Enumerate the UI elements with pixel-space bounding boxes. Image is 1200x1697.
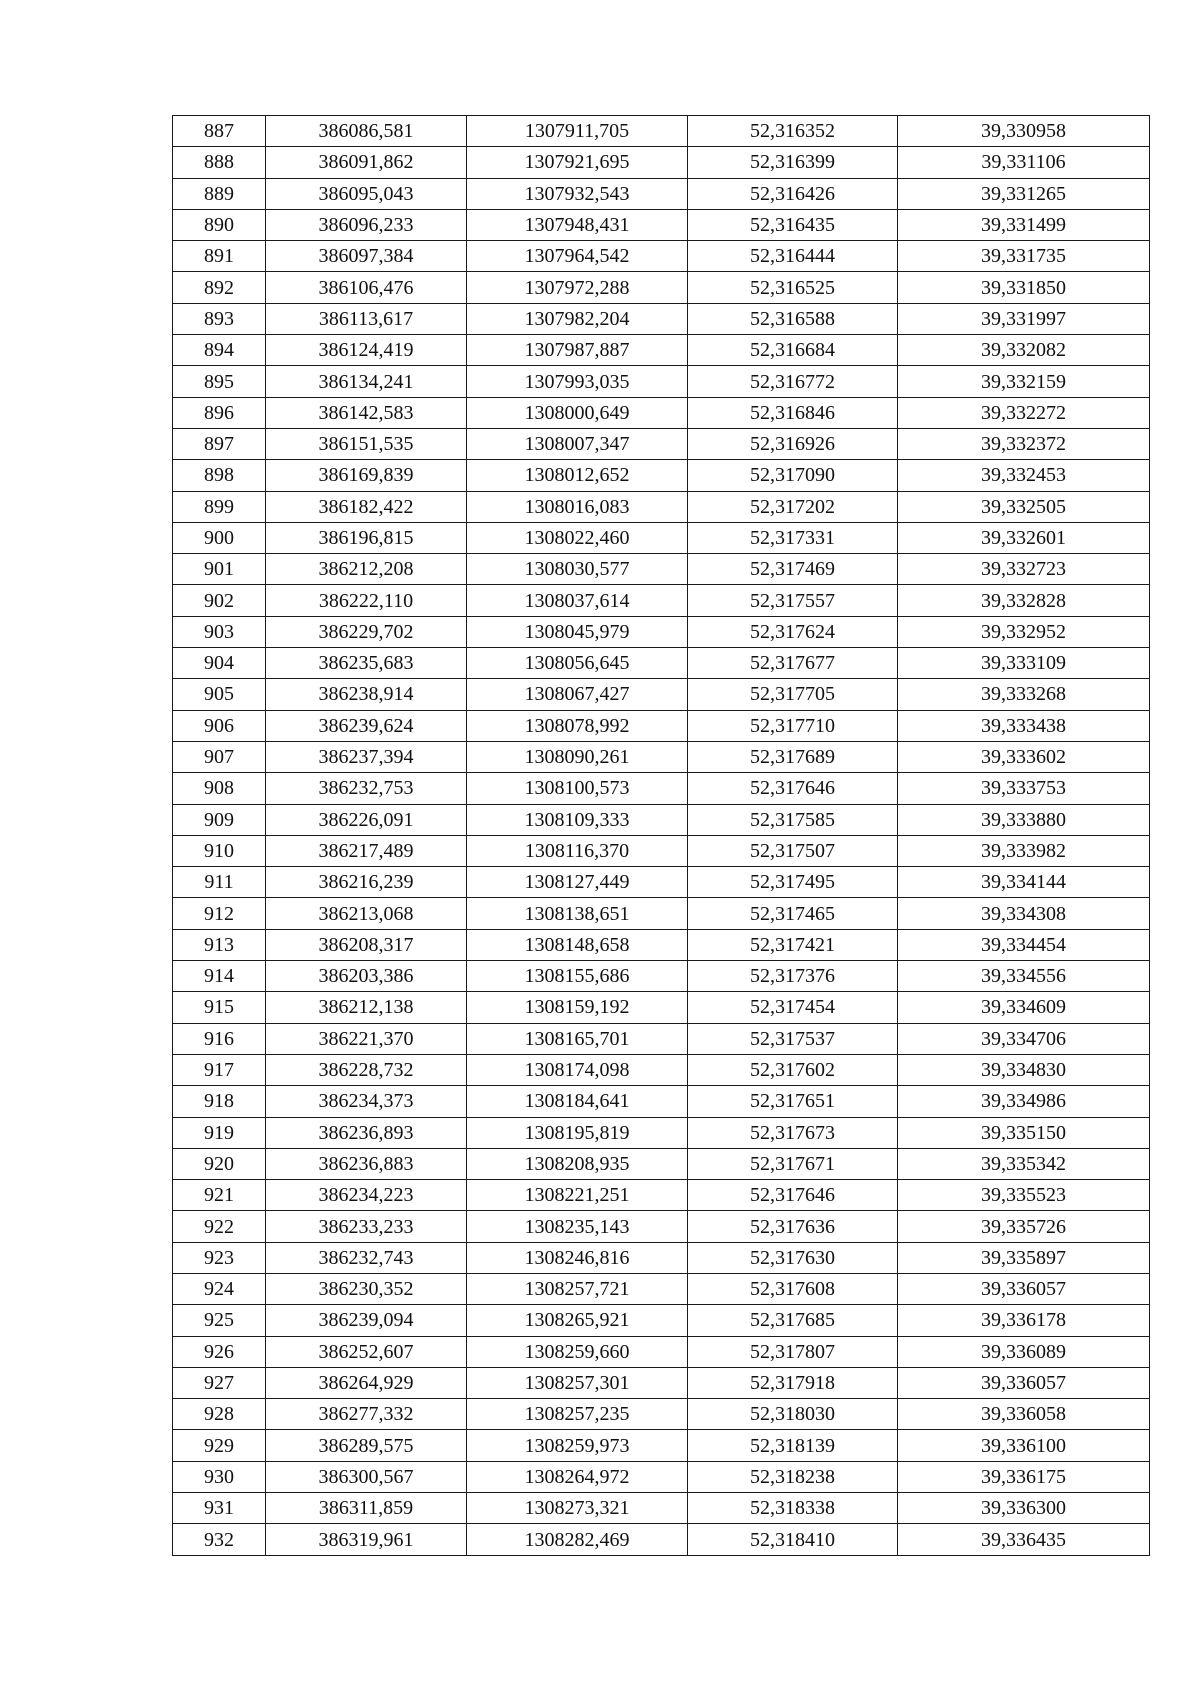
point-number-cell: 924 <box>173 1273 266 1304</box>
x-coordinate-cell: 386095,043 <box>266 178 467 209</box>
x-coordinate-cell: 386182,422 <box>266 491 467 522</box>
y-coordinate-cell: 1308282,469 <box>467 1524 688 1555</box>
latitude-cell: 52,317646 <box>688 1180 898 1211</box>
table-row <box>173 272 1150 303</box>
x-coordinate-cell: 386239,094 <box>266 1305 467 1336</box>
y-coordinate-cell: 1308067,427 <box>467 679 688 710</box>
table-row <box>173 1054 1150 1085</box>
table-row <box>173 303 1150 334</box>
y-coordinate-cell: 1308159,192 <box>467 992 688 1023</box>
table-row <box>173 116 1150 147</box>
y-coordinate-cell: 1308246,816 <box>467 1242 688 1273</box>
latitude-cell: 52,318238 <box>688 1461 898 1492</box>
point-number-cell: 920 <box>173 1148 266 1179</box>
point-number-cell: 931 <box>173 1493 266 1524</box>
latitude-cell: 52,317673 <box>688 1117 898 1148</box>
x-coordinate-cell: 386203,386 <box>266 961 467 992</box>
x-coordinate-cell: 386252,607 <box>266 1336 467 1367</box>
x-coordinate-cell: 386232,743 <box>266 1242 467 1273</box>
x-coordinate-cell: 386213,068 <box>266 898 467 929</box>
point-number-cell: 921 <box>173 1180 266 1211</box>
longitude-cell: 39,334308 <box>898 898 1150 929</box>
x-coordinate-cell: 386237,394 <box>266 741 467 772</box>
latitude-cell: 52,317705 <box>688 679 898 710</box>
table-row <box>173 835 1150 866</box>
longitude-cell: 39,334609 <box>898 992 1150 1023</box>
longitude-cell: 39,331106 <box>898 147 1150 178</box>
longitude-cell: 39,334986 <box>898 1086 1150 1117</box>
table-row <box>173 1273 1150 1304</box>
point-number-cell: 909 <box>173 804 266 835</box>
longitude-cell: 39,331850 <box>898 272 1150 303</box>
y-coordinate-cell: 1308174,098 <box>467 1054 688 1085</box>
y-coordinate-cell: 1308100,573 <box>467 773 688 804</box>
x-coordinate-cell: 386212,138 <box>266 992 467 1023</box>
x-coordinate-cell: 386196,815 <box>266 522 467 553</box>
table-row <box>173 1524 1150 1555</box>
longitude-cell: 39,333602 <box>898 741 1150 772</box>
x-coordinate-cell: 386222,110 <box>266 585 467 616</box>
table-row <box>173 428 1150 459</box>
y-coordinate-cell: 1308037,614 <box>467 585 688 616</box>
y-coordinate-cell: 1308030,577 <box>467 554 688 585</box>
table-row <box>173 522 1150 553</box>
point-number-cell: 889 <box>173 178 266 209</box>
latitude-cell: 52,316435 <box>688 209 898 240</box>
y-coordinate-cell: 1308264,972 <box>467 1461 688 1492</box>
point-number-cell: 901 <box>173 554 266 585</box>
longitude-cell: 39,332505 <box>898 491 1150 522</box>
x-coordinate-cell: 386097,384 <box>266 241 467 272</box>
table-row <box>173 1399 1150 1430</box>
latitude-cell: 52,317376 <box>688 961 898 992</box>
y-coordinate-cell: 1308078,992 <box>467 710 688 741</box>
y-coordinate-cell: 1308155,686 <box>467 961 688 992</box>
latitude-cell: 52,316588 <box>688 303 898 334</box>
x-coordinate-cell: 386236,883 <box>266 1148 467 1179</box>
longitude-cell: 39,336100 <box>898 1430 1150 1461</box>
longitude-cell: 39,332723 <box>898 554 1150 585</box>
x-coordinate-cell: 386212,208 <box>266 554 467 585</box>
point-number-cell: 922 <box>173 1211 266 1242</box>
y-coordinate-cell: 1307921,695 <box>467 147 688 178</box>
y-coordinate-cell: 1308148,658 <box>467 929 688 960</box>
x-coordinate-cell: 386300,567 <box>266 1461 467 1492</box>
longitude-cell: 39,336300 <box>898 1493 1150 1524</box>
x-coordinate-cell: 386239,624 <box>266 710 467 741</box>
latitude-cell: 52,317807 <box>688 1336 898 1367</box>
x-coordinate-cell: 386264,929 <box>266 1367 467 1398</box>
latitude-cell: 52,317651 <box>688 1086 898 1117</box>
point-number-cell: 900 <box>173 522 266 553</box>
table-row <box>173 366 1150 397</box>
longitude-cell: 39,333982 <box>898 835 1150 866</box>
point-number-cell: 917 <box>173 1054 266 1085</box>
point-number-cell: 914 <box>173 961 266 992</box>
latitude-cell: 52,317557 <box>688 585 898 616</box>
point-number-cell: 906 <box>173 710 266 741</box>
y-coordinate-cell: 1308109,333 <box>467 804 688 835</box>
y-coordinate-cell: 1308007,347 <box>467 428 688 459</box>
longitude-cell: 39,332159 <box>898 366 1150 397</box>
y-coordinate-cell: 1307948,431 <box>467 209 688 240</box>
y-coordinate-cell: 1307932,543 <box>467 178 688 209</box>
latitude-cell: 52,316399 <box>688 147 898 178</box>
point-number-cell: 899 <box>173 491 266 522</box>
table-row <box>173 209 1150 240</box>
longitude-cell: 39,332082 <box>898 335 1150 366</box>
longitude-cell: 39,331499 <box>898 209 1150 240</box>
latitude-cell: 52,317630 <box>688 1242 898 1273</box>
latitude-cell: 52,317495 <box>688 867 898 898</box>
point-number-cell: 916 <box>173 1023 266 1054</box>
y-coordinate-cell: 1307982,204 <box>467 303 688 334</box>
x-coordinate-cell: 386236,893 <box>266 1117 467 1148</box>
x-coordinate-cell: 386234,373 <box>266 1086 467 1117</box>
table-row <box>173 460 1150 491</box>
longitude-cell: 39,334556 <box>898 961 1150 992</box>
point-number-cell: 927 <box>173 1367 266 1398</box>
point-number-cell: 908 <box>173 773 266 804</box>
longitude-cell: 39,336178 <box>898 1305 1150 1336</box>
y-coordinate-cell: 1308000,649 <box>467 397 688 428</box>
point-number-cell: 887 <box>173 116 266 147</box>
latitude-cell: 52,317636 <box>688 1211 898 1242</box>
latitude-cell: 52,317465 <box>688 898 898 929</box>
point-number-cell: 910 <box>173 835 266 866</box>
x-coordinate-cell: 386217,489 <box>266 835 467 866</box>
table-row <box>173 804 1150 835</box>
longitude-cell: 39,333109 <box>898 648 1150 679</box>
latitude-cell: 52,317454 <box>688 992 898 1023</box>
table-row <box>173 585 1150 616</box>
longitude-cell: 39,334830 <box>898 1054 1150 1085</box>
point-number-cell: 925 <box>173 1305 266 1336</box>
x-coordinate-cell: 386229,702 <box>266 616 467 647</box>
longitude-cell: 39,335150 <box>898 1117 1150 1148</box>
longitude-cell: 39,332952 <box>898 616 1150 647</box>
y-coordinate-cell: 1308265,921 <box>467 1305 688 1336</box>
latitude-cell: 52,317537 <box>688 1023 898 1054</box>
latitude-cell: 52,318410 <box>688 1524 898 1555</box>
table-row <box>173 1117 1150 1148</box>
y-coordinate-cell: 1307964,542 <box>467 241 688 272</box>
y-coordinate-cell: 1308257,721 <box>467 1273 688 1304</box>
coordinates-table-body <box>173 116 1150 1556</box>
point-number-cell: 911 <box>173 867 266 898</box>
y-coordinate-cell: 1307972,288 <box>467 272 688 303</box>
latitude-cell: 52,317608 <box>688 1273 898 1304</box>
x-coordinate-cell: 386216,239 <box>266 867 467 898</box>
latitude-cell: 52,316525 <box>688 272 898 303</box>
latitude-cell: 52,317331 <box>688 522 898 553</box>
longitude-cell: 39,335726 <box>898 1211 1150 1242</box>
x-coordinate-cell: 386232,753 <box>266 773 467 804</box>
latitude-cell: 52,317710 <box>688 710 898 741</box>
point-number-cell: 912 <box>173 898 266 929</box>
point-number-cell: 930 <box>173 1461 266 1492</box>
y-coordinate-cell: 1308208,935 <box>467 1148 688 1179</box>
x-coordinate-cell: 386151,535 <box>266 428 467 459</box>
y-coordinate-cell: 1307911,705 <box>467 116 688 147</box>
table-row <box>173 491 1150 522</box>
longitude-cell: 39,335342 <box>898 1148 1150 1179</box>
table-row <box>173 241 1150 272</box>
x-coordinate-cell: 386208,317 <box>266 929 467 960</box>
table-row <box>173 616 1150 647</box>
latitude-cell: 52,317202 <box>688 491 898 522</box>
y-coordinate-cell: 1307987,887 <box>467 335 688 366</box>
x-coordinate-cell: 386238,914 <box>266 679 467 710</box>
table-row <box>173 867 1150 898</box>
latitude-cell: 52,316444 <box>688 241 898 272</box>
latitude-cell: 52,316352 <box>688 116 898 147</box>
point-number-cell: 893 <box>173 303 266 334</box>
point-number-cell: 904 <box>173 648 266 679</box>
latitude-cell: 52,317090 <box>688 460 898 491</box>
latitude-cell: 52,317602 <box>688 1054 898 1085</box>
point-number-cell: 891 <box>173 241 266 272</box>
latitude-cell: 52,318338 <box>688 1493 898 1524</box>
table-row <box>173 648 1150 679</box>
latitude-cell: 52,317507 <box>688 835 898 866</box>
point-number-cell: 898 <box>173 460 266 491</box>
y-coordinate-cell: 1308116,370 <box>467 835 688 866</box>
latitude-cell: 52,317689 <box>688 741 898 772</box>
y-coordinate-cell: 1308022,460 <box>467 522 688 553</box>
x-coordinate-cell: 386142,583 <box>266 397 467 428</box>
x-coordinate-cell: 386106,476 <box>266 272 467 303</box>
longitude-cell: 39,332372 <box>898 428 1150 459</box>
x-coordinate-cell: 386277,332 <box>266 1399 467 1430</box>
point-number-cell: 905 <box>173 679 266 710</box>
longitude-cell: 39,333753 <box>898 773 1150 804</box>
longitude-cell: 39,336089 <box>898 1336 1150 1367</box>
x-coordinate-cell: 386124,419 <box>266 335 467 366</box>
longitude-cell: 39,333438 <box>898 710 1150 741</box>
table-row <box>173 1461 1150 1492</box>
point-number-cell: 907 <box>173 741 266 772</box>
point-number-cell: 915 <box>173 992 266 1023</box>
latitude-cell: 52,317585 <box>688 804 898 835</box>
table-row <box>173 710 1150 741</box>
table-row <box>173 1086 1150 1117</box>
y-coordinate-cell: 1308259,973 <box>467 1430 688 1461</box>
table-row <box>173 147 1150 178</box>
y-coordinate-cell: 1308273,321 <box>467 1493 688 1524</box>
longitude-cell: 39,331735 <box>898 241 1150 272</box>
table-row <box>173 1336 1150 1367</box>
point-number-cell: 894 <box>173 335 266 366</box>
table-row <box>173 929 1150 960</box>
x-coordinate-cell: 386235,683 <box>266 648 467 679</box>
latitude-cell: 52,317685 <box>688 1305 898 1336</box>
x-coordinate-cell: 386134,241 <box>266 366 467 397</box>
point-number-cell: 888 <box>173 147 266 178</box>
y-coordinate-cell: 1308257,235 <box>467 1399 688 1430</box>
latitude-cell: 52,316846 <box>688 397 898 428</box>
y-coordinate-cell: 1308257,301 <box>467 1367 688 1398</box>
longitude-cell: 39,330958 <box>898 116 1150 147</box>
table-row <box>173 1023 1150 1054</box>
coordinates-table <box>172 115 1150 1556</box>
point-number-cell: 892 <box>173 272 266 303</box>
table-row <box>173 1305 1150 1336</box>
latitude-cell: 52,316926 <box>688 428 898 459</box>
longitude-cell: 39,332828 <box>898 585 1150 616</box>
latitude-cell: 52,318139 <box>688 1430 898 1461</box>
longitude-cell: 39,334706 <box>898 1023 1150 1054</box>
y-coordinate-cell: 1308016,083 <box>467 491 688 522</box>
y-coordinate-cell: 1308127,449 <box>467 867 688 898</box>
x-coordinate-cell: 386096,233 <box>266 209 467 240</box>
y-coordinate-cell: 1308235,143 <box>467 1211 688 1242</box>
longitude-cell: 39,336057 <box>898 1273 1150 1304</box>
latitude-cell: 52,317469 <box>688 554 898 585</box>
x-coordinate-cell: 386091,862 <box>266 147 467 178</box>
longitude-cell: 39,331265 <box>898 178 1150 209</box>
latitude-cell: 52,317671 <box>688 1148 898 1179</box>
x-coordinate-cell: 386234,223 <box>266 1180 467 1211</box>
table-row <box>173 773 1150 804</box>
y-coordinate-cell: 1308184,641 <box>467 1086 688 1117</box>
table-row <box>173 1430 1150 1461</box>
table-row <box>173 741 1150 772</box>
x-coordinate-cell: 386226,091 <box>266 804 467 835</box>
x-coordinate-cell: 386221,370 <box>266 1023 467 1054</box>
table-row <box>173 1211 1150 1242</box>
x-coordinate-cell: 386086,581 <box>266 116 467 147</box>
table-row <box>173 1148 1150 1179</box>
table-row <box>173 679 1150 710</box>
table-row <box>173 397 1150 428</box>
longitude-cell: 39,333880 <box>898 804 1150 835</box>
table-row <box>173 554 1150 585</box>
longitude-cell: 39,335523 <box>898 1180 1150 1211</box>
y-coordinate-cell: 1308012,652 <box>467 460 688 491</box>
y-coordinate-cell: 1308045,979 <box>467 616 688 647</box>
longitude-cell: 39,331997 <box>898 303 1150 334</box>
y-coordinate-cell: 1308259,660 <box>467 1336 688 1367</box>
point-number-cell: 932 <box>173 1524 266 1555</box>
latitude-cell: 52,317677 <box>688 648 898 679</box>
point-number-cell: 919 <box>173 1117 266 1148</box>
table-row <box>173 898 1150 929</box>
longitude-cell: 39,335897 <box>898 1242 1150 1273</box>
y-coordinate-cell: 1308165,701 <box>467 1023 688 1054</box>
point-number-cell: 923 <box>173 1242 266 1273</box>
longitude-cell: 39,332453 <box>898 460 1150 491</box>
longitude-cell: 39,336175 <box>898 1461 1150 1492</box>
longitude-cell: 39,336057 <box>898 1367 1150 1398</box>
latitude-cell: 52,318030 <box>688 1399 898 1430</box>
point-number-cell: 903 <box>173 616 266 647</box>
y-coordinate-cell: 1308195,819 <box>467 1117 688 1148</box>
x-coordinate-cell: 386311,859 <box>266 1493 467 1524</box>
x-coordinate-cell: 386113,617 <box>266 303 467 334</box>
latitude-cell: 52,316426 <box>688 178 898 209</box>
x-coordinate-cell: 386169,839 <box>266 460 467 491</box>
y-coordinate-cell: 1308056,645 <box>467 648 688 679</box>
y-coordinate-cell: 1307993,035 <box>467 366 688 397</box>
y-coordinate-cell: 1308221,251 <box>467 1180 688 1211</box>
y-coordinate-cell: 1308138,651 <box>467 898 688 929</box>
longitude-cell: 39,334454 <box>898 929 1150 960</box>
table-row <box>173 1367 1150 1398</box>
longitude-cell: 39,334144 <box>898 867 1150 898</box>
point-number-cell: 929 <box>173 1430 266 1461</box>
table-row <box>173 1242 1150 1273</box>
latitude-cell: 52,317918 <box>688 1367 898 1398</box>
latitude-cell: 52,317624 <box>688 616 898 647</box>
x-coordinate-cell: 386230,352 <box>266 1273 467 1304</box>
y-coordinate-cell: 1308090,261 <box>467 741 688 772</box>
longitude-cell: 39,332272 <box>898 397 1150 428</box>
point-number-cell: 902 <box>173 585 266 616</box>
x-coordinate-cell: 386228,732 <box>266 1054 467 1085</box>
x-coordinate-cell: 386289,575 <box>266 1430 467 1461</box>
table-row <box>173 1493 1150 1524</box>
latitude-cell: 52,316772 <box>688 366 898 397</box>
point-number-cell: 918 <box>173 1086 266 1117</box>
longitude-cell: 39,336058 <box>898 1399 1150 1430</box>
table-row <box>173 1180 1150 1211</box>
latitude-cell: 52,317421 <box>688 929 898 960</box>
table-row <box>173 178 1150 209</box>
longitude-cell: 39,332601 <box>898 522 1150 553</box>
point-number-cell: 913 <box>173 929 266 960</box>
point-number-cell: 928 <box>173 1399 266 1430</box>
point-number-cell: 896 <box>173 397 266 428</box>
point-number-cell: 895 <box>173 366 266 397</box>
table-row <box>173 992 1150 1023</box>
latitude-cell: 52,317646 <box>688 773 898 804</box>
point-number-cell: 897 <box>173 428 266 459</box>
table-row <box>173 335 1150 366</box>
table-row <box>173 961 1150 992</box>
point-number-cell: 890 <box>173 209 266 240</box>
latitude-cell: 52,316684 <box>688 335 898 366</box>
longitude-cell: 39,333268 <box>898 679 1150 710</box>
longitude-cell: 39,336435 <box>898 1524 1150 1555</box>
point-number-cell: 926 <box>173 1336 266 1367</box>
x-coordinate-cell: 386319,961 <box>266 1524 467 1555</box>
x-coordinate-cell: 386233,233 <box>266 1211 467 1242</box>
